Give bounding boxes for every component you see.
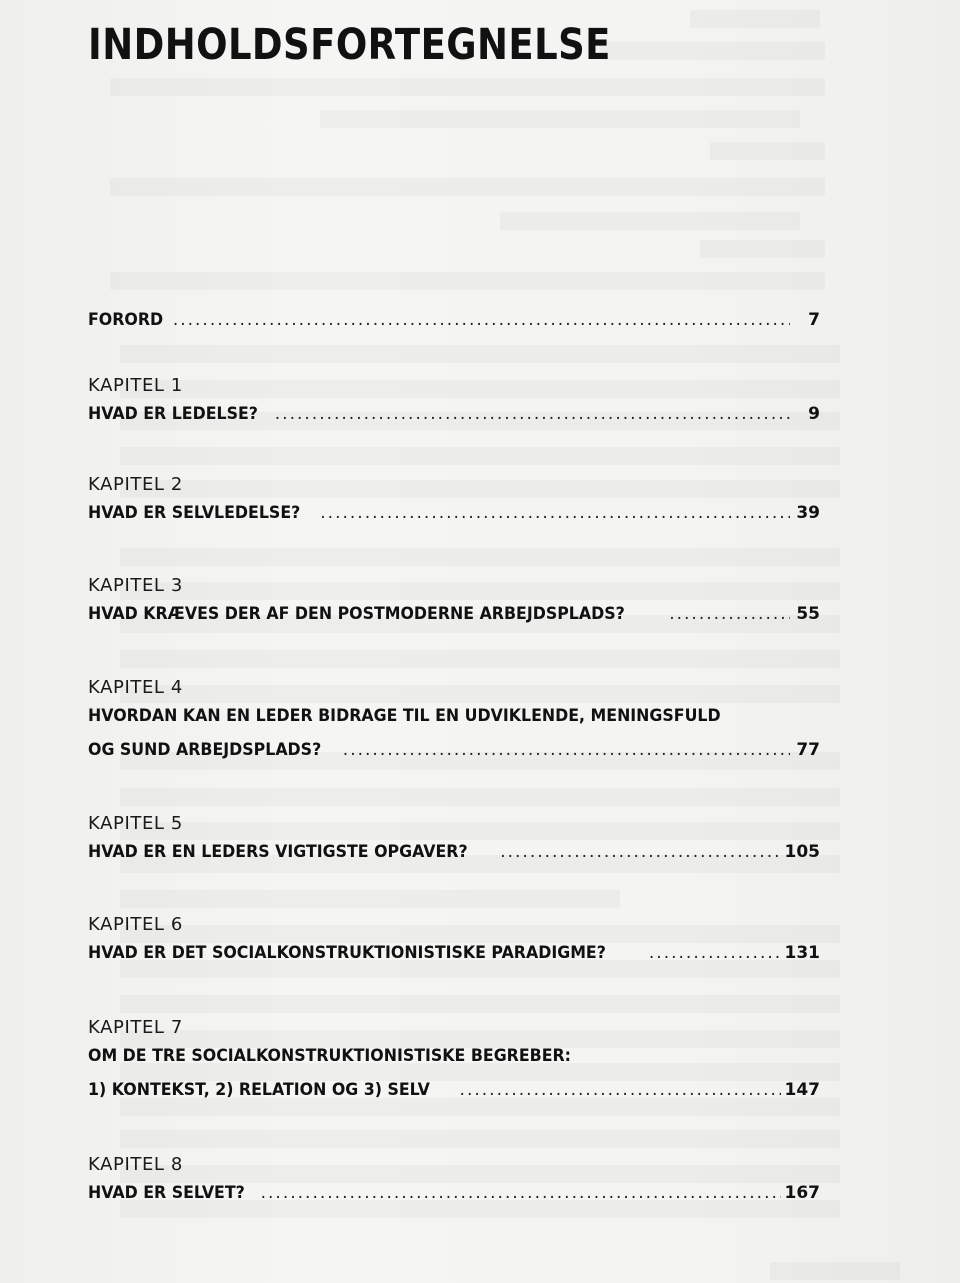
toc-entry-chapter-1 — [88, 375, 820, 431]
chapter-label: KAPITEL 6 — [88, 914, 183, 935]
toc-entry-chapter-5 — [88, 813, 820, 869]
toc-entry-title: HVORDAN KAN EN LEDER BIDRAGE TIL EN UDVIKLENDE, MENINGSFULD — [88, 706, 721, 726]
dot-leader — [173, 303, 790, 337]
dot-leader — [460, 1073, 781, 1107]
toc-line — [88, 397, 820, 431]
toc-line — [88, 936, 820, 970]
toc-entry-chapter-4 — [88, 677, 820, 767]
toc-entry-chapter-7 — [88, 1017, 820, 1107]
dot-leader — [649, 936, 781, 970]
toc-page-number: 131 — [784, 943, 820, 963]
toc-entry-title: HVAD ER EN LEDERS VIGTIGSTE OPGAVER? — [88, 842, 468, 862]
toc-entry-title: FORORD — [88, 310, 164, 330]
toc-entry-title: HVAD ER LEDELSE? — [88, 404, 258, 424]
dot-leader — [500, 835, 780, 869]
dot-leader — [320, 496, 790, 530]
chapter-label: KAPITEL 1 — [88, 375, 183, 396]
toc-page-number: 105 — [784, 842, 820, 862]
toc-line — [88, 1176, 820, 1210]
dot-leader — [275, 397, 790, 431]
chapter-label: KAPITEL 5 — [88, 813, 183, 834]
dot-leader — [343, 733, 790, 767]
toc-line — [88, 303, 820, 337]
dot-leader — [669, 597, 790, 631]
page-title: INDHOLDSFORTEGNELSE — [88, 20, 611, 70]
toc-entry-title: HVAD KRÆVES DER AF DEN POSTMODERNE ARBEJDSPLADS? — [88, 604, 625, 624]
toc-page-number: 9 — [808, 404, 820, 424]
toc-entry-chapter-8 — [88, 1154, 820, 1210]
toc-page-number: 77 — [796, 740, 820, 760]
toc-entry-chapter-2 — [88, 474, 820, 530]
toc-entry-title: OM DE TRE SOCIALKONSTRUKTIONISTISKE BEGREBER: — [88, 1046, 572, 1066]
chapter-label: KAPITEL 2 — [88, 474, 183, 495]
toc-entry-title: HVAD ER SELVLEDELSE? — [88, 503, 301, 523]
toc-line — [88, 733, 820, 767]
chapter-label: KAPITEL 3 — [88, 575, 183, 596]
toc-entry-title: HVAD ER SELVET? — [88, 1183, 245, 1203]
toc-page-number: 167 — [784, 1183, 820, 1203]
toc-page-number: 55 — [796, 604, 820, 624]
toc-line — [88, 597, 820, 631]
toc-entry-title-continued: OG SUND ARBEJDSPLADS? — [88, 740, 322, 760]
toc-entry-chapter-6 — [88, 914, 820, 970]
toc-entry-title-continued: 1) KONTEKST, 2) RELATION OG 3) SELV — [88, 1080, 430, 1100]
dot-leader — [261, 1176, 781, 1210]
toc-entry-forord — [88, 303, 820, 337]
toc-page-number: 7 — [808, 310, 820, 330]
chapter-label: KAPITEL 4 — [88, 677, 183, 698]
chapter-label: KAPITEL 8 — [88, 1154, 183, 1175]
chapter-label: KAPITEL 7 — [88, 1017, 183, 1038]
toc-line — [88, 835, 820, 869]
toc-entry-chapter-3 — [88, 575, 820, 631]
toc-line — [88, 1073, 820, 1107]
toc-page-number: 147 — [784, 1080, 820, 1100]
toc-line — [88, 496, 820, 530]
toc-entry-title: HVAD ER DET SOCIALKONSTRUKTIONISTISKE PARADIGME? — [88, 943, 606, 963]
toc-page-number: 39 — [796, 503, 820, 523]
